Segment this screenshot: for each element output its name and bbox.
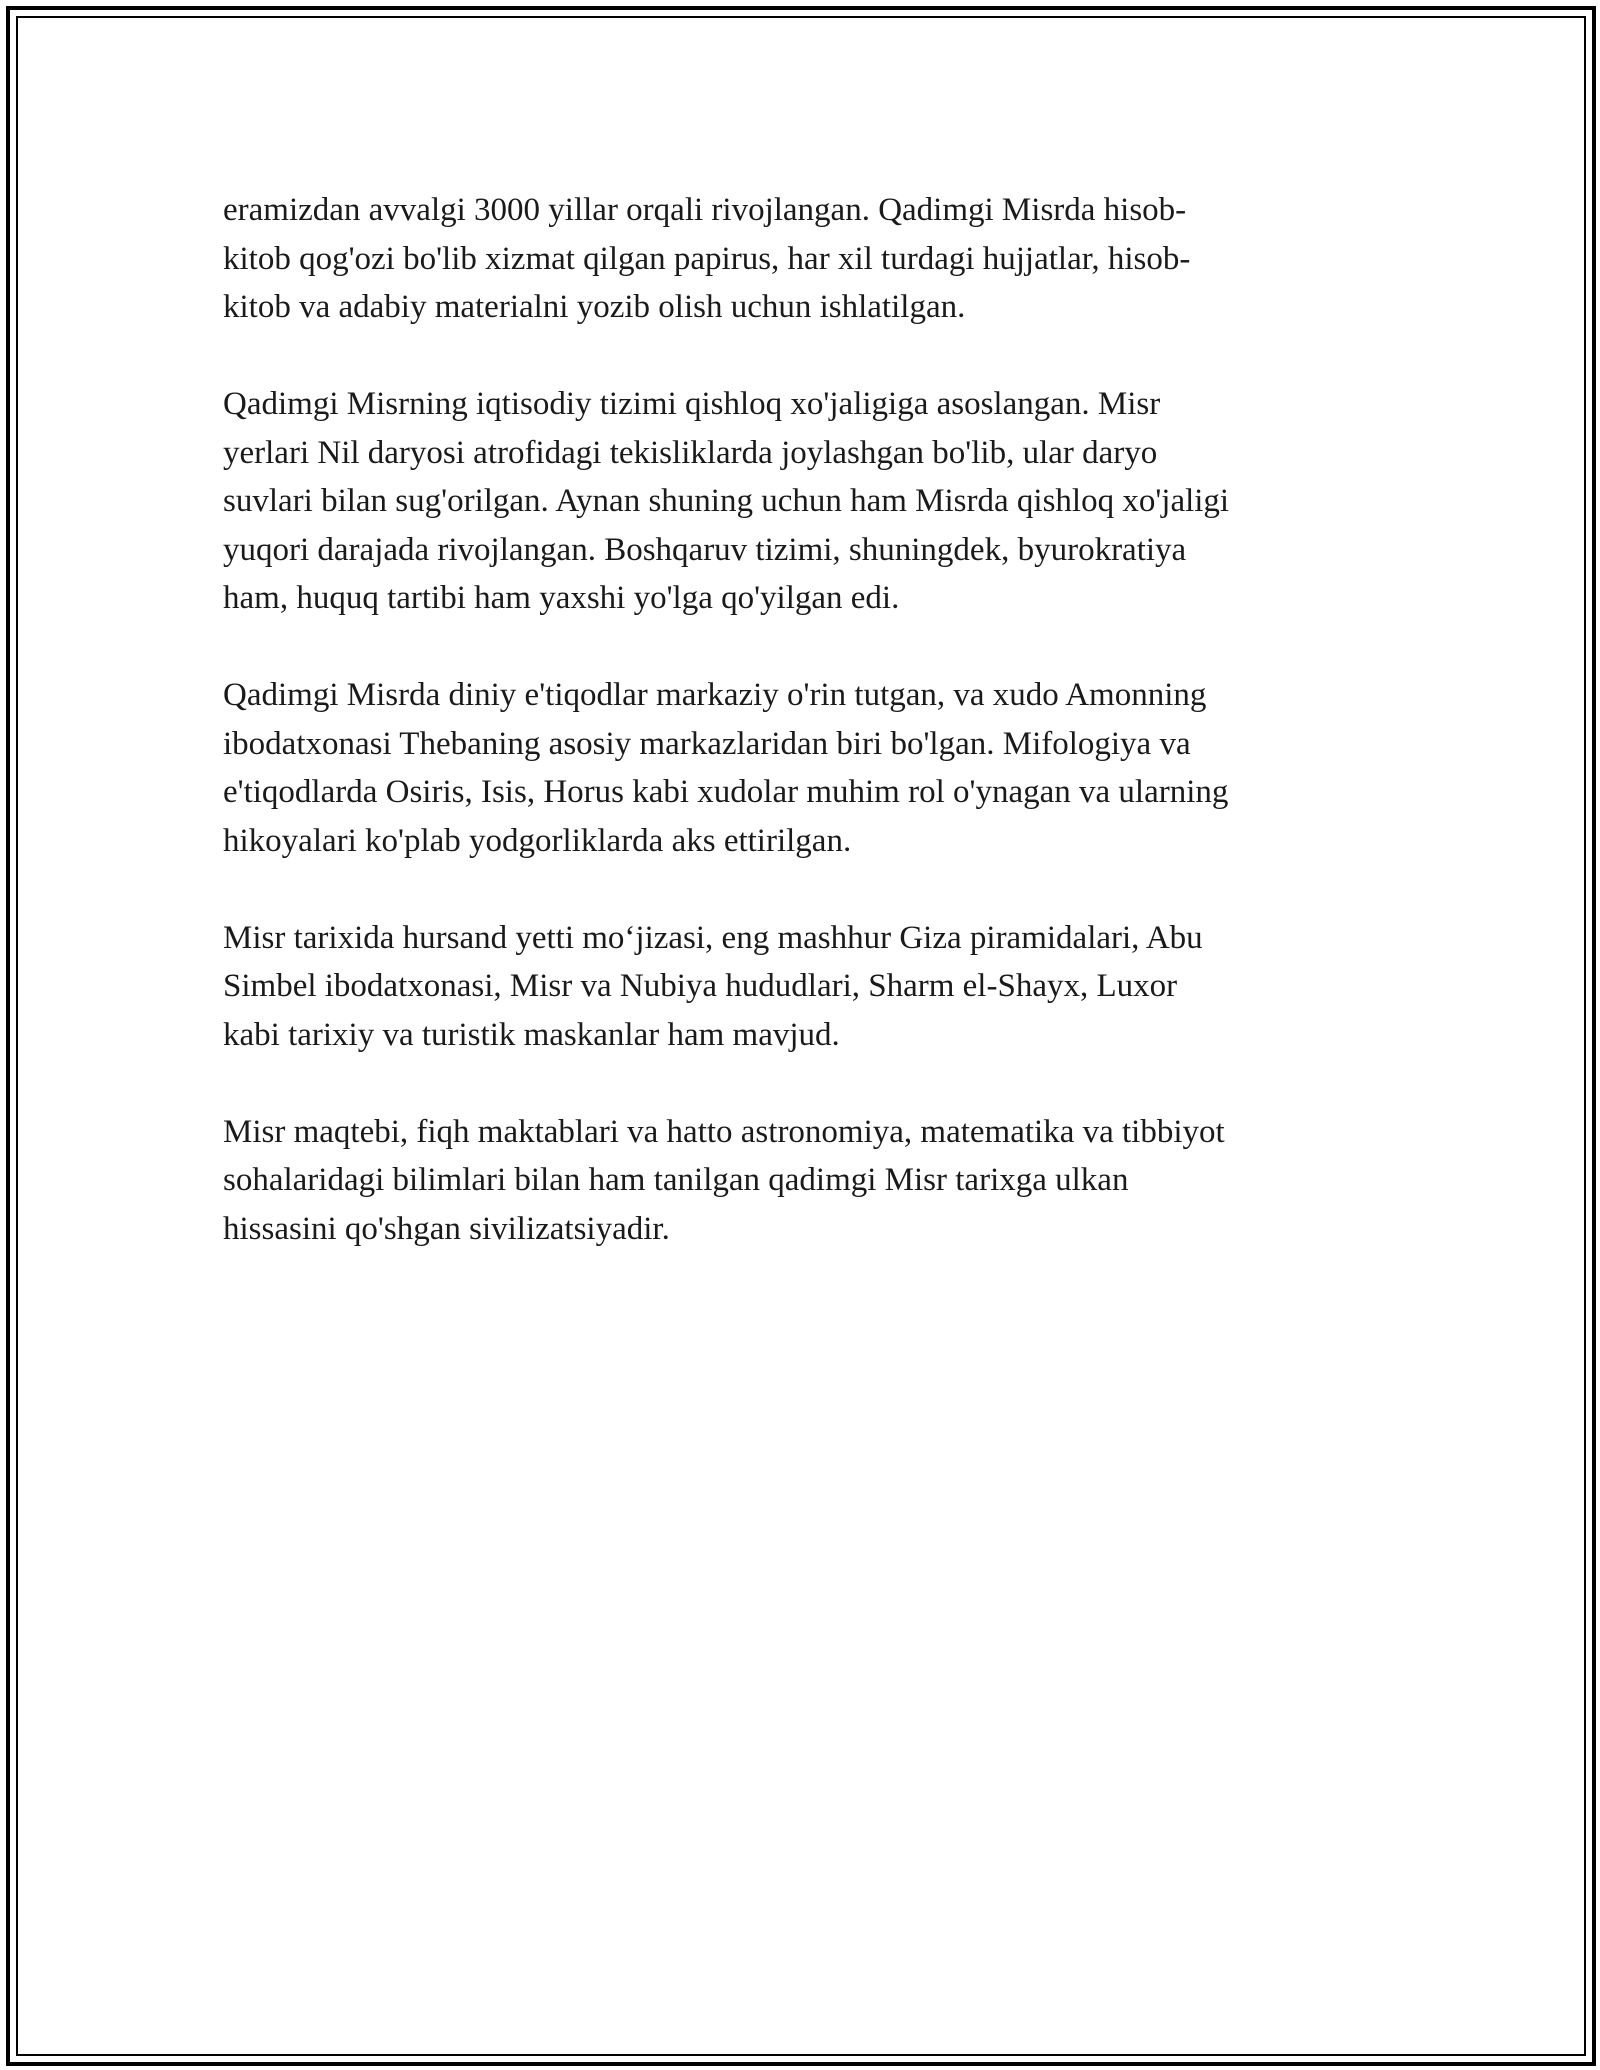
- paragraph-line: eramizdan avvalgi 3000 yillar orqali rivojlangan. Qadimgi Misrda hisob-: [223, 192, 1187, 228]
- paragraph-line: suvlari bilan sug'orilgan. Aynan shuning uchun ham Misrda qishloq xo'jaligi: [223, 483, 1230, 519]
- document-body: [223, 186, 1373, 1302]
- paragraph-line: Misr maqtebi, fiqh maktablari va hatto astronomiya, matematika va tibbiyot: [223, 1113, 1225, 1150]
- paragraph-line: Simbel ibodatxonasi, Misr va Nubiya hududlari, Sharm el-Shayx, Luxor: [223, 968, 1178, 1004]
- paragraph-line: ibodatxonasi Thebaning asosiy markazlaridan biri bo'lgan. Mifologiya va: [223, 725, 1191, 762]
- paragraph-line: Qadimgi Misrning iqtisodiy tizimi qishloq xo'jaligiga asoslangan. Misr: [223, 386, 1161, 422]
- paragraph-sciences: [223, 1108, 1373, 1254]
- paragraph-line: kitob va adabiy materialni yozib olish uchun ishlatilgan.: [223, 289, 966, 325]
- paragraph-line: kabi tarixiy va turistik maskanlar ham mavjud.: [223, 1016, 840, 1053]
- paragraph-economy: [223, 380, 1373, 623]
- paragraph-line: hikoyalari ko'plab yodgorliklarda aks ettirilgan.: [223, 822, 852, 859]
- paragraph-line: kitob qog'ozi bo'lib xizmat qilgan papirus, har xil turdagi hujjatlar, hisob-: [223, 240, 1191, 277]
- paragraph-line: yerlari Nil daryosi atrofidagi tekisliklarda joylashgan bo'lib, ular daryo: [223, 434, 1158, 471]
- paragraph-line: Qadimgi Misrda diniy e'tiqodlar markaziy o'rin tutgan, va xudo Amonning: [223, 677, 1207, 713]
- paragraph-line: sohalaridagi bilimlari bilan ham tanilgan qadimgi Misr tarixga ulkan: [223, 1162, 1129, 1198]
- paragraph-line: yuqori darajada rivojlangan. Boshqaruv tizimi, shuningdek, byurokratiya: [223, 531, 1187, 568]
- paragraph-religion: [223, 671, 1373, 865]
- paragraph-landmarks: [223, 914, 1373, 1060]
- paragraph-line: e'tiqodlarda Osiris, Isis, Horus kabi xudolar muhim rol o'ynagan va ularning: [223, 774, 1229, 810]
- paragraph-line: ham, huquq tartibi ham yaxshi yo'lga qo'yilgan edi.: [223, 580, 900, 616]
- paragraph-papyrus: [223, 186, 1373, 332]
- paragraph-line: Misr tarixida hursand yetti mo‘jizasi, eng mashhur Giza piramidalari, Abu: [223, 919, 1203, 956]
- paragraph-line: hissasini qo'shgan sivilizatsiyadir.: [223, 1210, 670, 1247]
